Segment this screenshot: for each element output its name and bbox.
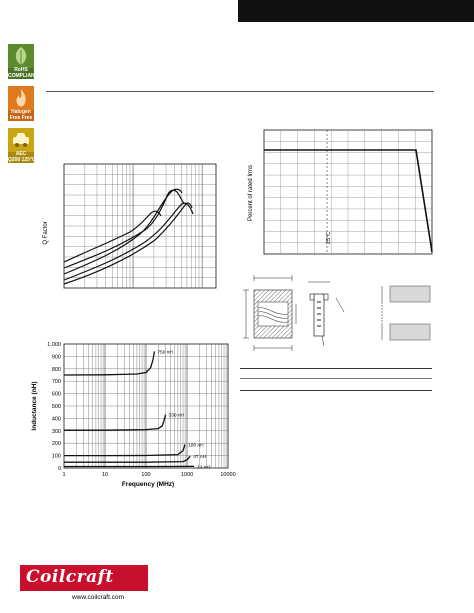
halogen-free-badge (8, 86, 34, 121)
leaf-icon (8, 44, 34, 68)
inductance-series-label: 12 nH (197, 465, 211, 471)
inductance-xlabel: Frequency (MHz) (121, 481, 175, 488)
inductance-ytick-label: 900 (51, 354, 61, 361)
inductance-series-label: 750 nH (157, 350, 173, 356)
q-ylabel: Q Factor (43, 221, 49, 245)
q-ylabel-box (38, 206, 52, 266)
current-derating-chart (244, 128, 434, 258)
land-pattern-drawing (382, 286, 430, 340)
logo-text: Coilcraft (26, 567, 114, 587)
inductance-xtick-label: 10000 (220, 472, 236, 478)
inductance-ytick-label: 600 (51, 391, 61, 398)
inductance-xtick-label: 100 (141, 472, 151, 478)
dimension-drawings (240, 272, 440, 357)
table-rule-1 (240, 368, 432, 369)
header-bar (238, 0, 474, 22)
inductance-ylabel: Inductance (nH) (31, 381, 38, 431)
current-temp-label: 25°C (326, 231, 332, 245)
rohs-sub: COMPLIANT (8, 72, 38, 79)
inductance-ticks (47, 342, 235, 478)
inductance-series-line (64, 415, 166, 431)
inductance-series-line (64, 351, 154, 375)
side-view-drawing (308, 282, 344, 346)
inductance-ytick-label: 1,000 (47, 342, 61, 348)
halogen-label: Halogen (11, 109, 31, 115)
inductance-series-label: 100 nH (188, 443, 204, 449)
inductance-series (64, 349, 211, 470)
aec-label: AEC (15, 151, 27, 157)
inductance-ytick-label: 500 (51, 404, 61, 410)
inductance-series-line (64, 456, 190, 462)
inductance-ytick-label: 100 (51, 453, 61, 460)
inductance-xtick-label: 1 (62, 472, 66, 478)
current-ylabel-box (244, 160, 256, 230)
inductance-ytick-label: 800 (51, 366, 61, 373)
q-curve-3 (64, 211, 161, 262)
rohs-badge (8, 44, 38, 79)
flame-icon (8, 86, 34, 110)
q-grid (64, 164, 216, 288)
inductance-series-label: 47 nH (193, 455, 207, 461)
inductance-ytick-label: 0 (57, 466, 61, 472)
q-curve-4 (64, 203, 193, 280)
inductance-xtick-label: 1000 (180, 472, 194, 478)
current-grid (264, 130, 432, 254)
inductance-series-label: 330 nH (168, 413, 185, 419)
inductance-ytick-label: 300 (51, 428, 61, 435)
inductance-ytick-label: 700 (51, 379, 61, 386)
rohs-label: RoHS (14, 67, 28, 73)
q-curves (64, 189, 193, 284)
inductance-grid (64, 344, 228, 471)
top-view-drawing (243, 275, 296, 351)
q-factor-chart (50, 158, 220, 293)
car-icon (8, 128, 34, 152)
inductance-ytick-label: 400 (51, 416, 61, 423)
header-divider (46, 91, 434, 92)
halogen-sub: Free Free (9, 114, 33, 121)
website-link[interactable]: www.coilcraft.com (72, 594, 125, 601)
inductance-chart (28, 336, 238, 491)
aec-sub: Q200 125°C (8, 156, 36, 163)
aec-badge (8, 128, 34, 163)
table-rule-2 (240, 378, 432, 379)
current-ylabel: Percent of rated Irms (248, 164, 254, 222)
inductance-ytick-label: 200 (51, 441, 61, 448)
table-rule-3 (240, 390, 432, 391)
inductance-xtick-label: 10 (101, 472, 109, 478)
coilcraft-logo[interactable] (20, 565, 148, 591)
